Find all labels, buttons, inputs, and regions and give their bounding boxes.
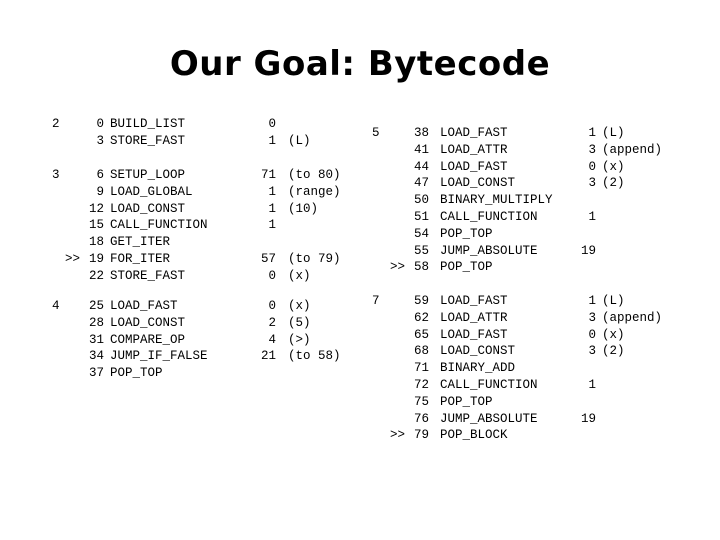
opcode: LOAD_CONST	[440, 176, 516, 191]
opcode-argument: 1	[268, 201, 276, 216]
argument-annotation: (L)	[288, 133, 311, 148]
opcode-argument: 1	[268, 184, 276, 199]
opcode-argument: 3	[588, 310, 596, 325]
opcode: LOAD_FAST	[440, 294, 508, 308]
byte-offset: 18	[88, 235, 104, 250]
opcode: GET_ITER	[110, 235, 171, 250]
opcode: LOAD_CONST	[440, 344, 516, 359]
argument-annotation: (range)	[288, 184, 341, 199]
argument-annotation: (append)	[602, 310, 663, 325]
argument-annotation: (x)	[288, 299, 311, 313]
instruction-row	[0, 293, 720, 310]
opcode: CALL_FUNCTION	[440, 377, 538, 392]
instruction-row	[0, 427, 720, 444]
byte-offset: 47	[413, 176, 429, 191]
instruction-row	[0, 142, 720, 159]
opcode: CALL_FUNCTION	[440, 209, 538, 224]
byte-offset: 62	[413, 310, 429, 325]
opcode: LOAD_FAST	[110, 299, 178, 313]
byte-offset: 31	[88, 332, 104, 347]
opcode-argument: 3	[588, 142, 596, 157]
byte-offset: 44	[413, 159, 429, 174]
argument-annotation: (x)	[602, 327, 625, 342]
byte-offset: 79	[413, 428, 429, 443]
opcode-argument: 19	[580, 243, 596, 258]
opcode: BINARY_MULTIPLY	[440, 193, 553, 208]
byte-offset: 15	[88, 218, 104, 233]
opcode: SETUP_LOOP	[110, 168, 186, 182]
opcode-argument: 57	[260, 251, 276, 266]
opcode-argument: 1	[588, 377, 596, 392]
opcode: LOAD_ATTR	[440, 142, 508, 157]
opcode-argument: 1	[588, 126, 596, 140]
argument-annotation: (L)	[602, 126, 625, 140]
instruction-row	[0, 343, 720, 360]
opcode-argument: 4	[268, 332, 276, 347]
argument-annotation: (to 58)	[288, 349, 341, 364]
source-line-number: 3	[52, 168, 60, 182]
opcode-argument: 3	[588, 176, 596, 191]
instruction-row	[0, 259, 720, 276]
instruction-row	[0, 192, 720, 209]
argument-annotation: (x)	[602, 159, 625, 174]
opcode-argument: 0	[588, 327, 596, 342]
opcode-argument: 1	[588, 209, 596, 224]
byte-offset: 50	[413, 193, 429, 208]
opcode-argument: 1	[268, 133, 276, 148]
opcode: JUMP_ABSOLUTE	[440, 243, 538, 258]
opcode: POP_TOP	[110, 366, 163, 381]
opcode-argument: 71	[260, 168, 276, 182]
byte-offset: 41	[413, 142, 429, 157]
opcode: LOAD_FAST	[440, 126, 508, 140]
instruction-row	[0, 209, 720, 226]
byte-offset: 65	[413, 327, 429, 342]
argument-annotation: (to 79)	[288, 251, 341, 266]
byte-offset: 37	[88, 366, 104, 381]
opcode: JUMP_ABSOLUTE	[440, 411, 538, 426]
jump-target-marker: >>	[389, 260, 405, 275]
opcode: POP_TOP	[440, 226, 493, 241]
source-line-number: 2	[52, 117, 60, 131]
byte-offset: 55	[413, 243, 429, 258]
byte-offset: 38	[413, 126, 429, 140]
argument-annotation: (10)	[288, 201, 319, 216]
opcode: LOAD_FAST	[440, 327, 508, 342]
byte-offset: 54	[413, 226, 429, 241]
instruction-row	[0, 360, 720, 377]
argument-annotation: (2)	[602, 176, 625, 191]
argument-annotation: (5)	[288, 315, 311, 330]
opcode: BINARY_ADD	[440, 361, 516, 376]
opcode: LOAD_FAST	[440, 159, 508, 174]
argument-annotation: (2)	[602, 344, 625, 359]
jump-target-marker: >>	[64, 251, 80, 266]
opcode-argument: 0	[588, 159, 596, 174]
opcode: LOAD_CONST	[110, 315, 186, 330]
instruction-block	[0, 293, 720, 444]
source-line-number: 4	[52, 299, 60, 313]
argument-annotation: (L)	[602, 294, 625, 308]
opcode: POP_TOP	[440, 394, 493, 409]
opcode-argument: 3	[588, 344, 596, 359]
byte-offset: 72	[413, 377, 429, 392]
argument-annotation: (to 80)	[288, 168, 341, 182]
byte-offset: 28	[88, 315, 104, 330]
opcode: BUILD_LIST	[110, 117, 186, 131]
opcode: POP_BLOCK	[440, 428, 508, 443]
byte-offset: 25	[88, 299, 104, 313]
opcode-argument: 2	[268, 315, 276, 330]
argument-annotation: (x)	[288, 268, 311, 283]
argument-annotation: (append)	[602, 142, 663, 157]
byte-offset: 22	[88, 268, 104, 283]
byte-offset: 51	[413, 209, 429, 224]
byte-offset: 59	[413, 294, 429, 308]
source-line-number: 7	[372, 294, 380, 308]
jump-target-marker: >>	[389, 428, 405, 443]
byte-offset: 9	[96, 184, 104, 199]
opcode-argument: 0	[268, 117, 276, 131]
byte-offset: 75	[413, 394, 429, 409]
byte-offset: 34	[88, 349, 104, 364]
instruction-block	[0, 125, 720, 276]
instruction-row	[0, 310, 720, 327]
byte-offset: 0	[96, 117, 104, 131]
instruction-row	[0, 175, 720, 192]
opcode-argument: 19	[580, 411, 596, 426]
instruction-row	[0, 159, 720, 176]
opcode: LOAD_ATTR	[440, 310, 508, 325]
instruction-row	[0, 125, 720, 142]
byte-offset: 12	[88, 201, 104, 216]
argument-annotation: (>)	[288, 332, 311, 347]
opcode: LOAD_CONST	[110, 201, 186, 216]
page-title: Our Goal: Bytecode	[169, 44, 551, 84]
byte-offset: 76	[413, 411, 429, 426]
instruction-row	[0, 411, 720, 428]
opcode: CALL_FUNCTION	[110, 218, 208, 233]
opcode-argument: 1	[588, 294, 596, 308]
byte-offset: 71	[413, 361, 429, 376]
opcode-argument: 1	[268, 218, 276, 233]
byte-offset: 58	[413, 260, 429, 275]
opcode-argument: 0	[268, 268, 276, 283]
instruction-row	[0, 377, 720, 394]
opcode-argument: 0	[268, 299, 276, 313]
opcode: JUMP_IF_FALSE	[110, 349, 208, 364]
byte-offset: 6	[96, 168, 104, 182]
instruction-row	[0, 243, 720, 260]
opcode: LOAD_GLOBAL	[110, 184, 193, 199]
opcode: POP_TOP	[440, 260, 493, 275]
opcode: STORE_FAST	[110, 268, 186, 283]
source-line-number: 5	[372, 126, 380, 140]
opcode: FOR_ITER	[110, 251, 171, 266]
opcode: STORE_FAST	[110, 133, 186, 148]
byte-offset: 19	[88, 251, 104, 266]
opcode-argument: 21	[260, 349, 276, 364]
opcode: COMPARE_OP	[110, 332, 186, 347]
byte-offset: 3	[96, 133, 104, 148]
byte-offset: 68	[413, 344, 429, 359]
instruction-row	[0, 394, 720, 411]
instruction-row	[0, 327, 720, 344]
instruction-row	[0, 226, 720, 243]
